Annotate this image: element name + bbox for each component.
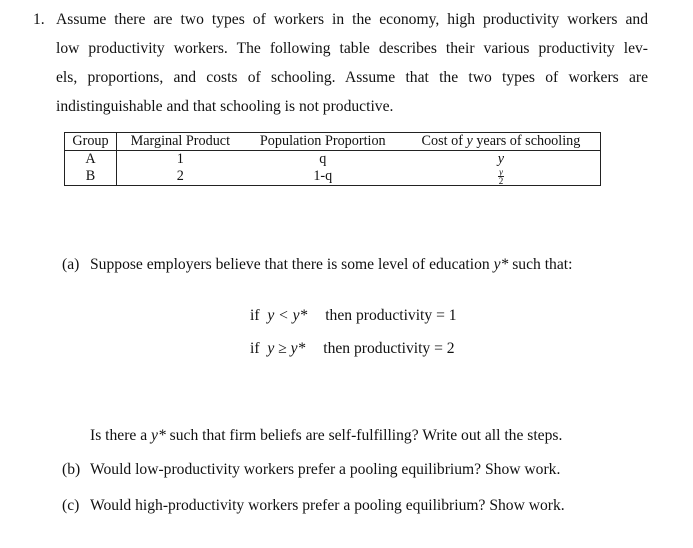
cost-fraction: $\frac{y}{2}$: [498, 167, 504, 187]
part-a-text: Suppose employers believe that there is some level of education y* such that:: [90, 256, 573, 273]
condition-1: if y < y* then productivity = 1: [250, 307, 457, 324]
part-c-label: (c): [62, 497, 80, 514]
productivity-table: [64, 132, 601, 186]
cell-group: B: [65, 168, 117, 186]
part-a-question: Is there a y* such that firm beliefs are self-fulfilling? Write out all the steps.: [90, 427, 563, 444]
cell-marginal-product: 2: [176, 168, 184, 185]
condition-2: if y ≥ y* then productivity = 2: [250, 340, 455, 357]
cell-proportion: q: [319, 151, 327, 167]
intro-line-3: els, proportions, and costs of schooling. Assume that the two types of workers are: [56, 69, 648, 86]
part-c-text: Would high-productivity workers prefer a pooling equilibrium? Show work.: [90, 497, 565, 514]
intro-line-2: low productivity workers. The following table describes their various productivity lev-: [56, 40, 648, 57]
header-marginal-product: Marginal Product: [116, 133, 243, 151]
header-cost: Cost of y years of schooling: [402, 133, 601, 151]
cell-marginal-product: 1: [176, 151, 184, 167]
cell-proportion: 1-q: [313, 168, 333, 185]
part-b-text: Would low-productivity workers prefer a pooling equilibrium? Show work.: [90, 461, 561, 478]
header-group: Group: [65, 133, 117, 151]
header-population-proportion: Population Proportion: [244, 133, 402, 151]
table-row: [65, 168, 601, 186]
intro-line-4: indistinguishable and that schooling is not productive.: [56, 98, 394, 115]
table-row: [65, 151, 601, 169]
cell-group: A: [65, 151, 117, 169]
cell-cost: [402, 168, 601, 186]
cell-cost: y: [497, 151, 505, 167]
table-header-row: [65, 133, 601, 151]
problem-intro: [56, 5, 648, 121]
problem-number: 1.: [33, 11, 45, 28]
part-a-label: (a): [62, 256, 80, 273]
intro-line-1: Assume there are two types of workers in the economy, high productivity workers and: [56, 11, 648, 28]
part-b-label: (b): [62, 461, 81, 478]
